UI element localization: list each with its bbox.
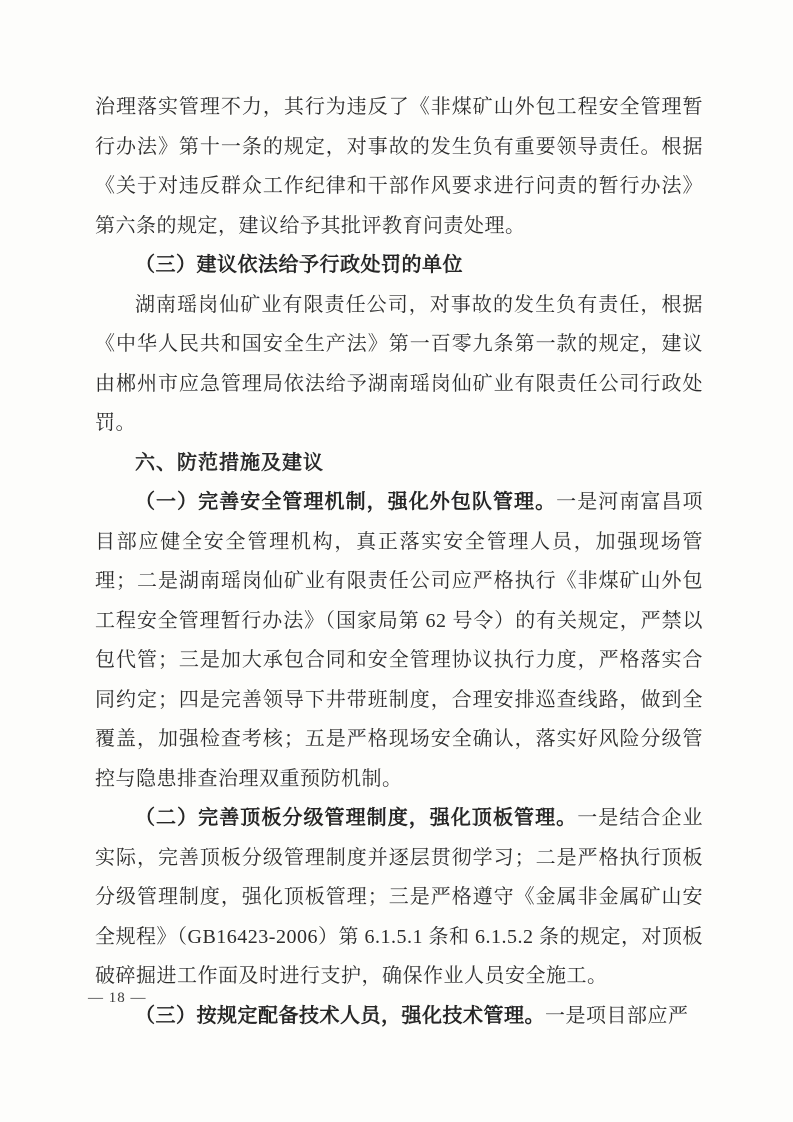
text-segment: 一是项目部应严	[545, 1004, 689, 1027]
text-segment: （三）按规定配备技术人员，强化技术管理。	[135, 1004, 545, 1027]
text-segment: 湖南瑶岗仙矿业有限责任公司，对事故的发生负有责任，根据《中华人民共和国安全生产法》第一百零九条第一款的规定，建议由郴州市应急管理局依法给予湖南瑶岗仙矿业有限责任公司行政处罚。	[95, 293, 703, 434]
text-segment: （二）完善顶板分级管理制度，强化顶板管理。	[135, 807, 578, 829]
text-segment: 六、防范措施及建议	[135, 451, 324, 474]
page-number: — 18 —	[88, 990, 147, 1006]
paragraph	[95, 483, 703, 799]
paragraph	[95, 799, 703, 997]
text-segment: 一是结合企业实际，完善顶板分级管理制度并逐层贯彻学习；二是严格执行顶板分级管理制度，强化顶板管理；三是严格遵守《金属非金属矿山安全规程》（GB16423-2006）第 6.1.5.1 条和 6.1.5.2 条的规定，对顶板破碎掘进工作面及时进行支护，确保作业人员安全施工。	[95, 807, 704, 987]
text-segment: （三）建议依法给予行政处罚的单位	[135, 254, 463, 276]
paragraph	[95, 286, 703, 444]
document-body	[95, 88, 703, 1036]
paragraph	[95, 88, 703, 246]
text-segment: 一是河南富昌项目部应健全安全管理机构，真正落实安全管理人员，加强现场管理；二是湖南瑶岗仙矿业有限责任公司应严格执行《非煤矿山外包工程安全管理暂行办法》（国家局第 62 号令）的有关规定，严禁以包代管；三是加大承包合同和安全管理协议执行力度，严格落实合同约定；四是完善领导下井带班制度，合理安排巡查线路，做到全覆盖，加强检查考核；五是严格现场安全确认，落实好风险分级管控与隐患排查治理双重预防机制。	[95, 491, 704, 790]
paragraph	[95, 997, 703, 1037]
text-segment: 治理落实管理不力，其行为违反了《非煤矿山外包工程安全管理暂行办法》第十一条的规定，对事故的发生负有重要领导责任。根据《关于对违反群众工作纪律和干部作风要求进行问责的暂行办法》第六条的规定，建议给予其批评教育问责处理。	[95, 96, 703, 237]
text-segment: （一）完善安全管理机制，强化外包队管理。	[135, 491, 557, 513]
section-heading	[95, 246, 703, 286]
section-heading	[95, 444, 703, 484]
